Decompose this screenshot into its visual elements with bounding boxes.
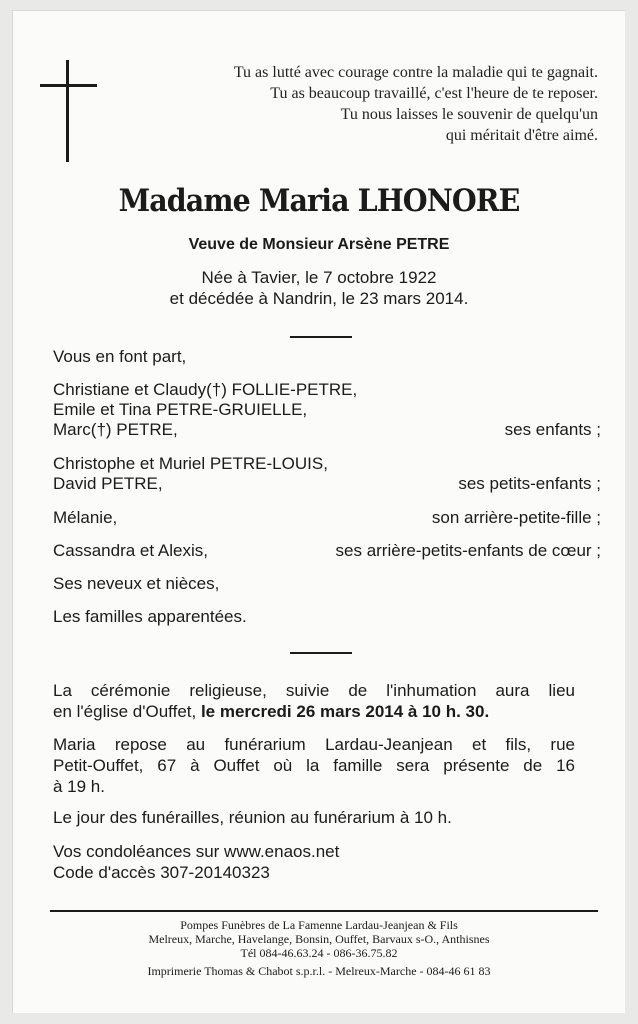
funerarium-line: Maria repose au funérarium Lardau-Jeanjean et fils, rue [53, 735, 575, 754]
ceremony-place: en l'église d'Ouffet, [53, 702, 201, 721]
funerarium-paragraph [53, 734, 575, 797]
poem-line: Tu nous laisses le souvenir de quelqu'un [340, 106, 598, 123]
family-line [53, 420, 601, 440]
family-line [53, 508, 601, 528]
death-line: et décédée à Nandrin, le 23 mars 2014. [169, 289, 469, 308]
poem [234, 62, 598, 146]
divider [290, 336, 352, 338]
widow-line: Veuve de Monsieur Arsène PETRE [188, 236, 450, 253]
funeral-day-line: Le jour des funérailles, réunion au funérarium à 10 h. [53, 808, 452, 827]
ceremony-line: La cérémonie religieuse, suivie de l'inhumation aura lieu [53, 681, 575, 700]
relation-label: son arrière-petite-fille ; [431, 508, 601, 527]
birth-line: Née à Tavier, le 7 octobre 1922 [201, 268, 437, 287]
family-line: Emile et Tina PETRE-GRUIELLE, [53, 400, 308, 419]
poem-line: qui méritait d'être aimé. [445, 127, 598, 144]
family-name: Cassandra et Alexis, [53, 541, 208, 560]
funerarium-line: Petit-Ouffet, 67 à Ouffet où la famille sera présente de 16 [53, 756, 575, 775]
condolences-block [53, 841, 575, 883]
footer-divider [50, 910, 598, 912]
ceremony-date: le mercredi 26 mars 2014 à 10 h. 30. [200, 702, 490, 721]
access-code-line: Code d'accès 307-20140323 [53, 863, 270, 882]
footer-locations: Melreux, Marche, Havelange, Bonsin, Ouffet, Barvaux s-O., Anthisnes [148, 932, 490, 946]
footer-phones: Tél 084-46.63.24 - 086-36.75.82 [240, 946, 398, 960]
divider [290, 652, 352, 654]
family-line [53, 474, 601, 494]
poem-line: Tu as lutté avec courage contre la maladie qui te gagnait. [233, 64, 598, 81]
footer-company: Pompes Funèbres de La Famenne Lardau-Jeanjean & Fils [180, 918, 458, 932]
footer-printer: Imprimerie Thomas & Chabot s.p.r.l. - Melreux-Marche - 084-46 61 83 [147, 964, 491, 978]
family-line: Les familles apparentées. [53, 607, 247, 626]
family-name: Mélanie, [53, 508, 118, 527]
ceremony-paragraph [53, 680, 575, 722]
intro-line: Vous en font part, [53, 347, 187, 366]
ceremony-line [53, 701, 575, 722]
cross-icon [40, 60, 100, 164]
family-line: Ses neveux et nièces, [53, 574, 220, 593]
family-name: Marc(†) PETRE, [53, 420, 178, 439]
family-line: Christophe et Muriel PETRE-LOUIS, [53, 454, 328, 473]
family-name: David PETRE, [53, 474, 163, 493]
relation-label: ses enfants ; [504, 420, 601, 439]
poem-line: Tu as beaucoup travaillé, c'est l'heure de te reposer. [270, 85, 598, 102]
condolences-line: Vos condoléances sur www.enaos.net [53, 842, 340, 861]
funerarium-line: à 19 h. [53, 777, 105, 796]
birth-death-dates [0, 267, 638, 309]
family-line: Christiane et Claudy(†) FOLLIE-PETRE, [53, 380, 358, 399]
deceased-name: Madame Maria LHONORE [118, 183, 520, 219]
relation-label: ses arrière-petits-enfants de cœur ; [335, 541, 601, 560]
family-line [53, 541, 601, 561]
relation-label: ses petits-enfants ; [458, 474, 601, 493]
